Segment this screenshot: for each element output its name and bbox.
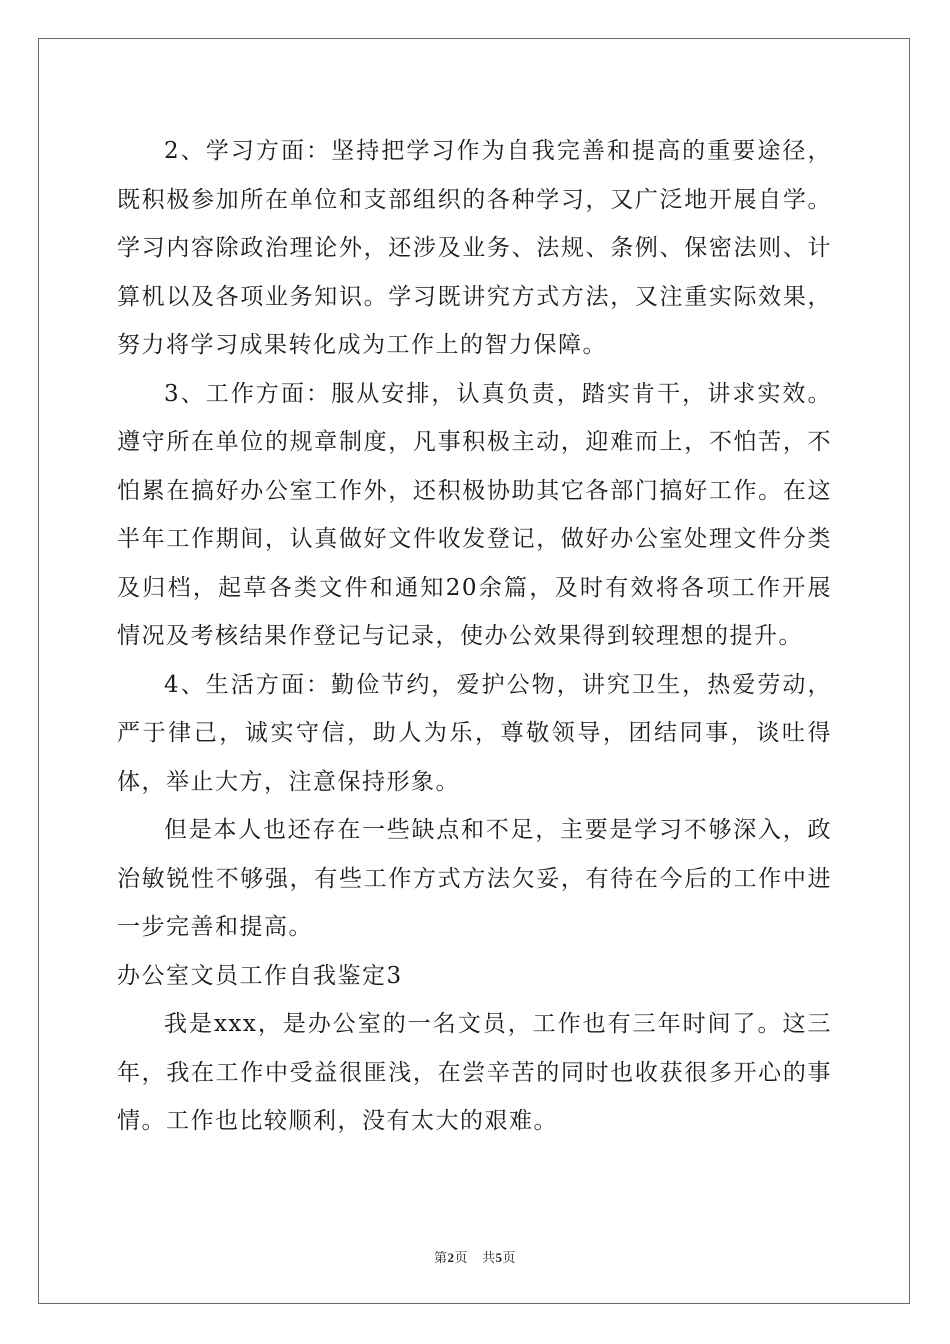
page-footer (0, 1247, 950, 1266)
section-heading: 办公室文员工作自我鉴定3 (117, 962, 403, 989)
page-suffix: 页 (454, 1250, 468, 1265)
total-prefix: 共 (482, 1250, 496, 1265)
total-suffix: 页 (502, 1250, 517, 1265)
page-current: 2 (447, 1250, 455, 1265)
paragraph-work: 3、工作方面：服从安排，认真负责，踏实肯干，讲求实效。遵守所在单位的规章制度，凡事积极主动，迎难而上，不怕苦，不怕累在搞好办公室工作外，还积极协助其它各部门搞好工作。在这半年工作期间，认真做好文件收发登记，做好办公室处理文件分类及归档，起草各类文件和通知20余篇，及时有效将各项工作开展情况及考核结果作登记与记录，使办公效果得到较理想的提升。 (117, 380, 832, 649)
paragraph-intro: 我是xxx，是办公室的一名文员，工作也有三年时间了。这三年，我在工作中受益很匪浅，在尝辛苦的同时也收获很多开心的事情。工作也比较顺利，没有太大的艰难。 (117, 1011, 832, 1134)
paragraph-study: 2、学习方面：坚持把学习作为自我完善和提高的重要途径，既积极参加所在单位和支部组织的各种学习，又广泛地开展自学。学习内容除政治理论外，还涉及业务、法规、条例、保密法则、计算机以及各项业务知识。学习既讲究方式方法，又注重实际效果，努力将学习成果转化成为工作上的智力保障。 (117, 138, 832, 358)
page-prefix: 第 (433, 1250, 448, 1265)
paragraph-shortcomings: 但是本人也还存在一些缺点和不足，主要是学习不够深入，政治敏锐性不够强，有些工作方式方法欠妥，有待在今后的工作中进一步完善和提高。 (117, 817, 832, 940)
paragraph-life: 4、生活方面：勤俭节约，爱护公物，讲究卫生，热爱劳动，严于律己，诚实守信，助人为乐，尊敬领导，团结同事，谈吐得体，举止大方，注意保持形象。 (117, 671, 832, 795)
document-body (117, 127, 832, 1146)
page-total: 5 (495, 1250, 503, 1265)
